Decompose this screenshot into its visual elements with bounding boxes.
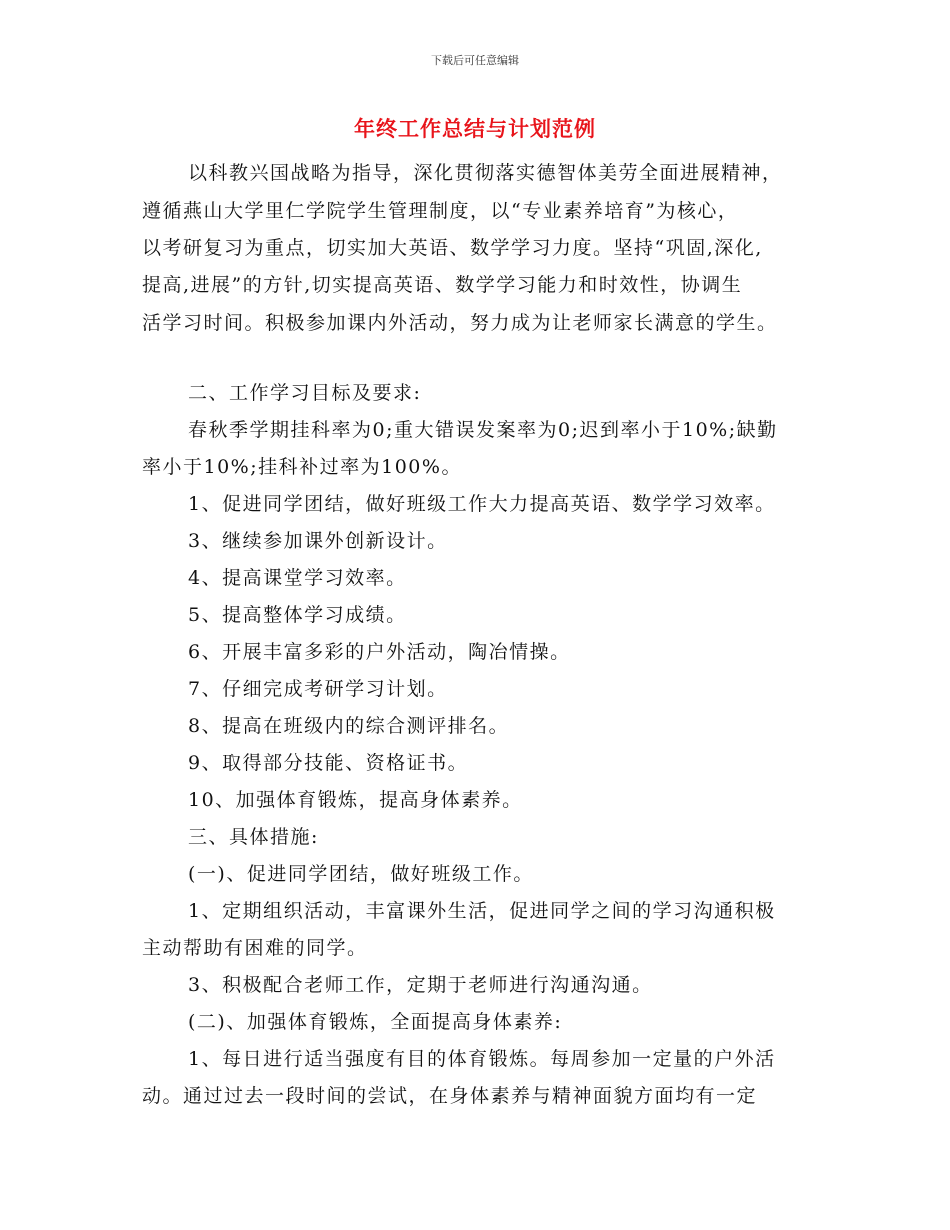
list-item: 3、继续参加课外创新设计。 <box>188 530 448 552</box>
paragraph-line: 1、定期组织活动，丰富课外生活，促进同学之间的学习沟通积极 <box>188 900 776 922</box>
list-item: 1、促进同学团结，做好班级工作大力提高英语、数学学习效率。 <box>188 493 776 515</box>
paragraph-line: 动。通过过去一段时间的尝试，在身体素养与精神面貌方面均有一定 <box>142 1085 758 1107</box>
section-heading: 二、工作学习目标及要求: <box>188 382 422 404</box>
list-item: 6、开展丰富多彩的户外活动，陶冶情操。 <box>188 641 571 663</box>
subsection-heading: (二)、加强体育锻炼，全面提高身体素养: <box>188 1011 563 1033</box>
list-item: 7、仔细完成考研学习计划。 <box>188 678 448 700</box>
section-heading: 三、具体措施: <box>188 826 319 848</box>
paragraph-line: 1、每日进行适当强度有目的体育锻炼。每周参加一定量的户外活 <box>188 1048 776 1070</box>
paragraph-line: 春秋季学期挂科率为0;重大错误发案率为0;迟到率小于10%;缺勤 <box>188 419 778 441</box>
document-title: 年终工作总结与计划范例 <box>354 117 596 141</box>
header-note: 下载后可任意编辑 <box>431 54 519 67</box>
list-item: 9、取得部分技能、资格证书。 <box>188 752 469 774</box>
paragraph-line: 率小于10%;挂科补过率为100%。 <box>142 456 462 478</box>
list-item: 8、提高在班级内的综合测评排名。 <box>188 715 510 737</box>
paragraph-line: 活学习时间。积极参加课内外活动，努力成为让老师家长满意的学生。 <box>142 312 778 334</box>
list-item: 4、提高课堂学习效率。 <box>188 567 407 589</box>
paragraph-line: 主动帮助有困难的同学。 <box>142 937 368 959</box>
paragraph-line: 3、积极配合老师工作，定期于老师进行沟通沟通。 <box>188 974 653 996</box>
paragraph-line: 提高,进展”的方针,切实提高英语、数学学习能力和时效性，协调生 <box>142 274 743 296</box>
subsection-heading: (一)、促进同学团结，做好班级工作。 <box>188 863 534 885</box>
paragraph-line: 以科教兴国战略为指导，深化贯彻落实德智体美劳全面进展精神， <box>188 162 783 184</box>
list-item: 10、加强体育锻炼，提高身体素养。 <box>188 789 523 811</box>
list-item: 5、提高整体学习成绩。 <box>188 604 407 626</box>
paragraph-line: 以考研复习为重点，切实加大英语、数学学习力度。坚持“巩固,深化, <box>142 237 763 259</box>
paragraph-line: 遵循燕山大学里仁学院学生管理制度，以“专业素养培育”为核心， <box>142 200 739 222</box>
